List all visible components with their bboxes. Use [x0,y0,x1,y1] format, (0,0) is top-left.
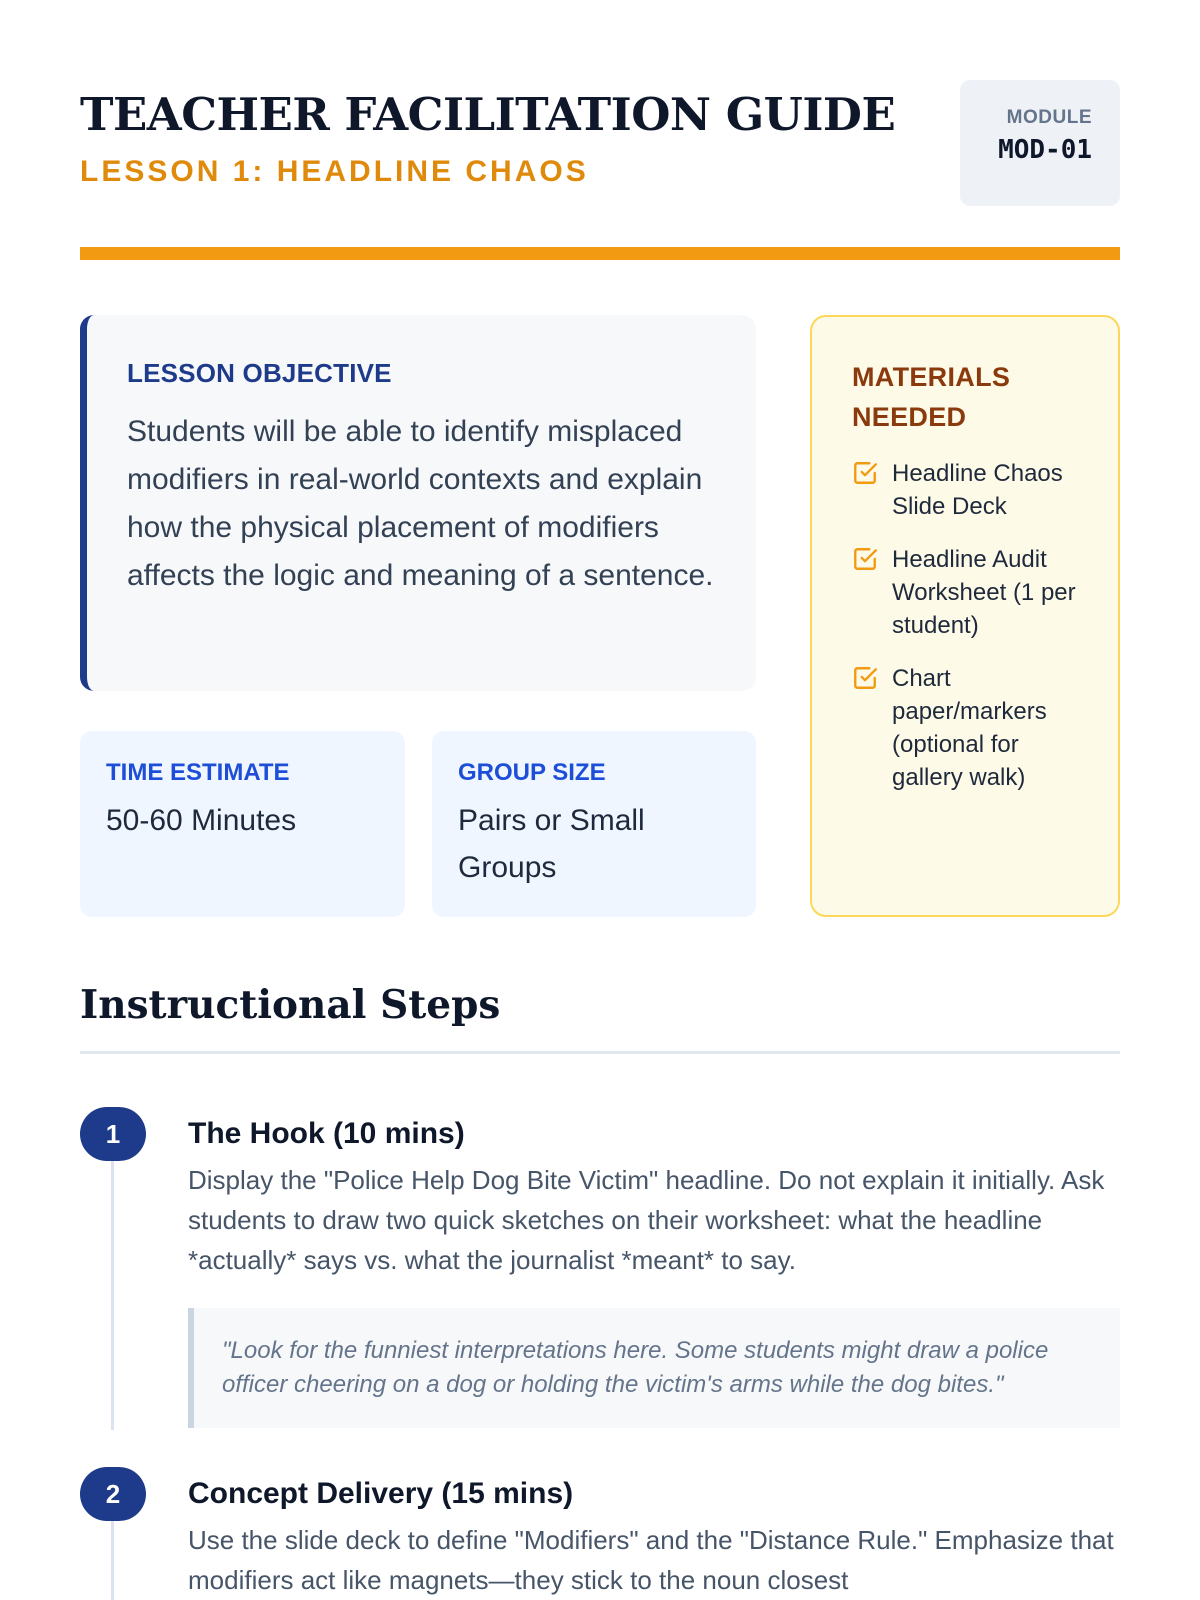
instructional-steps-heading: Instructional Steps [80,982,501,1028]
materials-item [852,662,1092,794]
page-title: TEACHER FACILITATION GUIDE [80,88,896,141]
checkbox-checked-icon [852,460,878,486]
materials-title: MATERIALS NEEDED [852,362,1011,432]
checkbox-checked-icon [852,665,878,691]
materials-item [852,457,1092,523]
materials-item-label: Headline Audit Worksheet (1 per student) [892,546,1076,639]
lesson-objective-card [80,315,756,691]
module-code: MOD-01 [998,135,1092,165]
step-number-badge: 2 [80,1467,146,1521]
lesson-subtitle: LESSON 1: HEADLINE CHAOS [80,155,589,188]
step-title: The Hook (10 mins) [188,1117,465,1150]
step-description: Display the "Police Help Dog Bite Victim" headline. Do not explain it initially. Ask students to draw two quick sketches on their worksheet: what the headline *actually* says vs. what the journalist *meant* to say. [188,1165,1105,1275]
materials-item-label: Headline Chaos Slide Deck [892,460,1063,520]
timeline-connector [111,1140,114,1430]
time-estimate-value: 50-60 Minutes [106,804,297,837]
step-number-badge: 1 [80,1107,146,1161]
materials-item-label: Chart paper/markers (optional for gallery walk) [892,665,1047,791]
materials-card [810,315,1120,917]
header-divider [80,247,1120,260]
facilitation-guide-page [80,0,1120,1595]
steps-divider [80,1051,1120,1054]
objective-text: Students will be able to identify misplaced modifiers in real-world contexts and explain how the physical placement of modifiers affects the logic and meaning of a sentence. [127,415,714,592]
group-size-card [432,731,756,917]
group-size-value: Pairs or Small Groups [458,804,645,884]
module-badge [960,80,1120,206]
time-estimate-label: TIME ESTIMATE [106,759,290,786]
teacher-tip-callout: "Look for the funniest interpretations here. Some students might draw a police officer cheering on a dog or holding the victim's arms while the dog bites." [188,1308,1120,1428]
time-estimate-card [80,731,405,917]
module-label: MODULE [1006,107,1092,128]
group-size-label: GROUP SIZE [458,759,606,786]
page-header [80,0,1120,250]
step-description: Use the slide deck to define "Modifiers" and the "Distance Rule." Emphasize that modifiers act like magnets—they stick to the noun closest [188,1525,1114,1595]
materials-list [852,457,1092,794]
materials-item [852,543,1092,642]
objective-label: LESSON OBJECTIVE [127,358,392,388]
checkbox-checked-icon [852,546,878,572]
step-title: Concept Delivery (15 mins) [188,1477,574,1510]
